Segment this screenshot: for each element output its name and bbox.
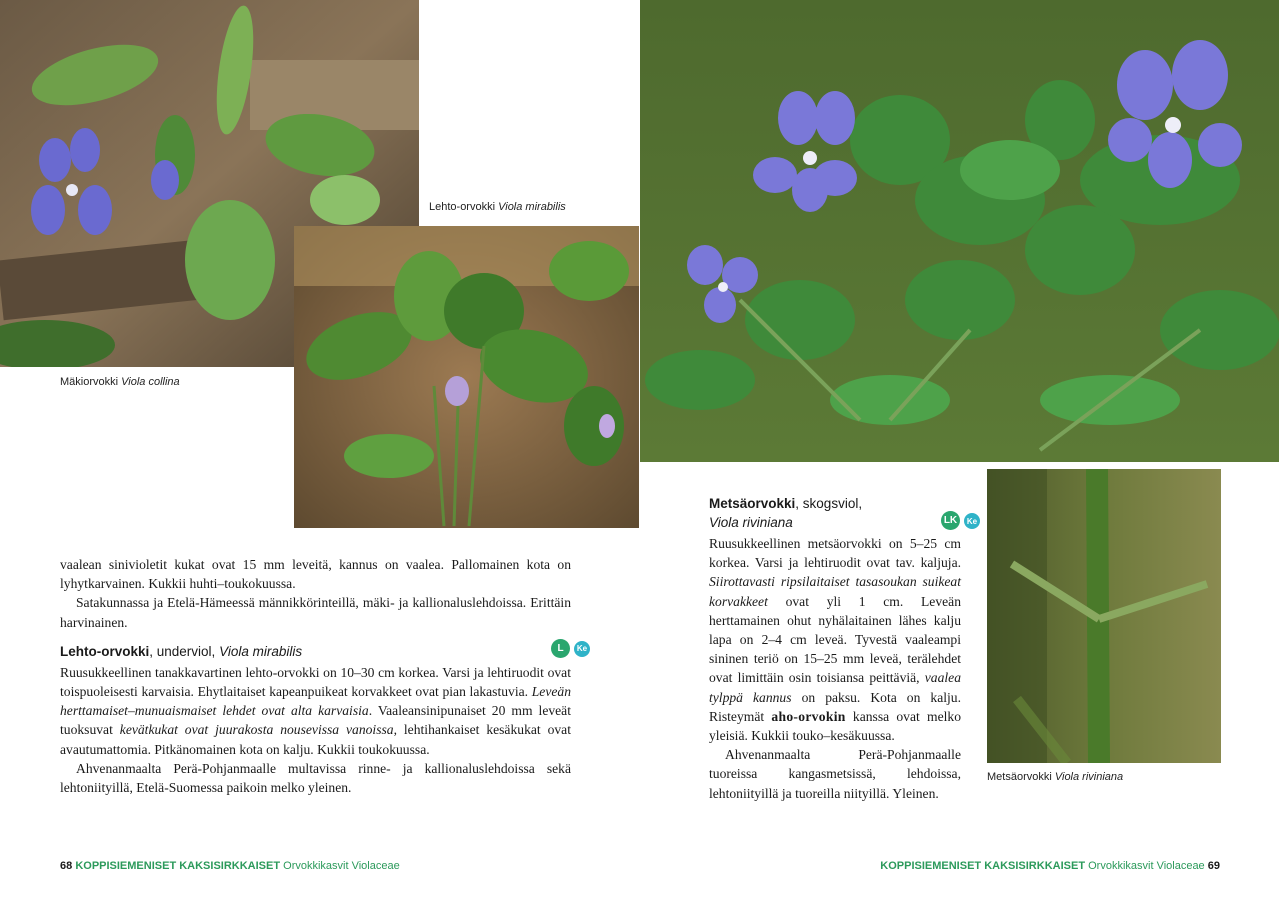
caption-metsaorvokki [987,771,1123,783]
habitat-badge-l: L [551,639,570,658]
caption-scientific-name: Viola mirabilis [498,201,566,213]
footer-right [880,860,1220,872]
photo-viola-riviniana-large [640,0,1279,462]
habitat-badge-lk: LK [941,511,960,530]
photo-viola-riviniana-stipules [987,469,1221,763]
text-segment-italic: kevätkukat ovat juurakosta nousevissa vanoissa [119,722,394,738]
text-segment: ovat yli 1 cm. Leveän herttamainen ohut nyhälaitainen lähes kalju lapa on 2–4 cm leveä. Tyvestä vaaleampi sininen teriö on 15–25 mm leveä, terälehdet ovat limittäin osin toisiansa peittäviä, [709,593,961,686]
text-segment: , lehtihankaiset kesäkukat ovat avautumattomia. Pitkänomainen kota on kalju. Kukkii toukokuussa. [60,722,571,757]
mirabilis-paragraph-1 [60,663,571,759]
page-number: 68 [60,860,73,872]
right-page-text [709,494,978,803]
caption-common-name: Metsäorvokki [987,771,1052,783]
footer-section: KOPPISIEMENISET KAKSISIRKKAISET [75,860,281,872]
text-segment-italic: Leveän herttamaiset–munuaismaiset lehdet ovat alta karvaisia [60,684,571,719]
species-heading-metsaorvokki [709,494,978,532]
riviniana-paragraph-1 [709,534,961,745]
heading-swedish-name: , skogsviol, [795,496,863,511]
footer-family: Orvokkikasvit Violaceae [283,860,400,872]
text-segment: Ruusukkeellinen metsäorvokki on 5–25 cm korkea. Varsi ja lehtiruodit ovat tav. kaljuja. [709,536,961,571]
text-segment-bold: aho-orvokin [771,708,846,724]
caption-lehto-orvokki [429,201,566,213]
page-number: 69 [1207,860,1220,872]
heading-scientific-name: Viola mirabilis [219,643,303,659]
mirabilis-paragraph-2: Ahvenanmaalta Perä-Pohjanmaalle multavissa rinne- ja kallionaluslehdoissa sekä lehtoniityillä, Etelä-Suomessa paikoin melko yleinen. [60,760,571,796]
riviniana-paragraph-2: Ahvenanmaalta Perä-Pohjanmaalle tuoreissa kangasmetsissä, lehdoissa, lehtoniityillä ja tuoreilla niityillä. Yleinen. [709,747,961,801]
heading-scientific-name: Viola riviniana [709,515,793,530]
caption-common-name: Lehto-orvokki [429,201,496,213]
collina-paragraph-2: Satakunnassa ja Etelä-Hämeessä männikkörinteillä, mäki- ja kallionaluslehdoissa. Erittäin harvinainen. [60,595,571,630]
caption-scientific-name: Viola collina [121,376,180,388]
heading-common-name: Lehto-orvokki [60,643,150,659]
text-segment: . Vaaleansinipunaiset 20 mm leveät tuoksuvat [60,703,571,738]
footer-section: KOPPISIEMENISET KAKSISIRKKAISET [880,860,1086,872]
footer-family: Orvokkikasvit Violaceae [1088,860,1205,872]
text-segment: on paksu. Kota on kalju. Risteymät [709,689,962,724]
species-heading-lehto-orvokki [60,642,588,661]
caption-makiorvokki [60,376,180,388]
heading-common-name: Metsäorvokki [709,496,796,511]
text-segment-italic: vaalea tylppä kannus [709,670,961,705]
footer-left [60,860,400,872]
text-segment-italic: Siirottavasti ripsilaitaiset tasasoukan suikeat korvakkeet [709,574,961,609]
text-segment: Ruusukkeellinen tanakkavartinen lehto-orvokki on 10–30 cm korkea. Varsi ja lehtiruodit ovat toispuoleisesti karvaisia. Ehytlaitaiset kapeanpuikeat korvakkeet ovat pian lakastuvia. [60,664,571,700]
caption-scientific-name: Viola riviniana [1054,771,1124,783]
heading-swedish-name: , underviol, [149,643,220,659]
text-segment: kanssa ovat melko yleisiä. Kukkii touko–kesäkuussa. [709,708,961,744]
left-page-text [60,555,588,797]
habitat-badge-ke: Ke [964,513,980,529]
collina-paragraph-1: vaalean sinivioletit kukat ovat 15 mm leveitä, kannus on vaalea. Pallomainen kota on lyhytkarvainen. Kukkii huhti–toukokuussa. [60,557,571,592]
photo-viola-mirabilis [294,226,639,528]
habitat-badge-ke: Ke [574,641,590,657]
caption-common-name: Mäkiorvokki [60,376,119,388]
